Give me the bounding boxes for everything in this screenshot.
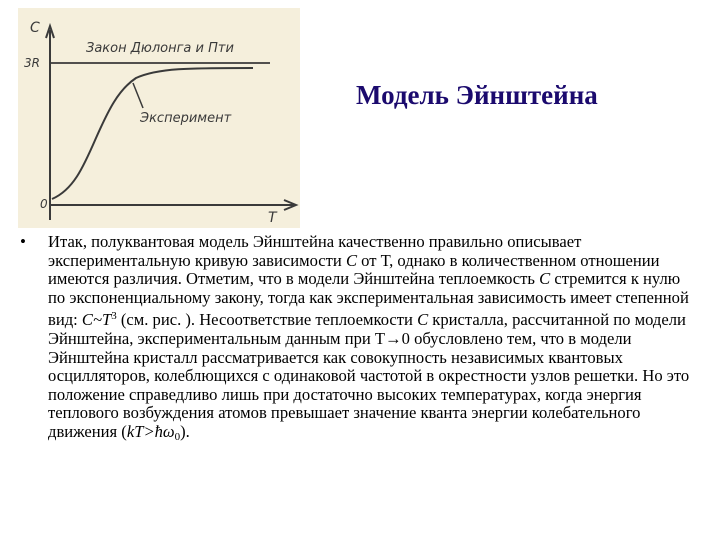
text-segment: от Т, однако в количественном отношении имеются различия. Отметим, что в модели Эйнштейна теплоемкость [48, 250, 660, 289]
bullet-paragraph [48, 233, 700, 447]
heat-capacity-graph [18, 8, 300, 228]
formula-subscript: 0 [174, 430, 181, 443]
x-axis-label: T [268, 210, 277, 226]
text-segment: Итак, полуквантовая модель Эйнштейна качественно правильно описывает экспериментальную кривую зависимости [48, 232, 582, 270]
experiment-pointer [133, 83, 143, 108]
experiment-curve [52, 68, 253, 199]
var-c: C [417, 310, 429, 330]
origin-label: 0 [40, 197, 48, 211]
slide-title: Модель Эйнштейна [356, 80, 598, 110]
formula-exponent: 3 [111, 310, 117, 323]
bullet-marker: • [20, 232, 26, 251]
var-c: C [345, 250, 358, 270]
text-segment: ). [180, 421, 190, 441]
text-segment: (см. рис. ). Несоответствие теплоемкости [116, 310, 418, 330]
formula-c-t: C~T [81, 310, 112, 330]
bullet-item [18, 233, 700, 447]
formula-kt: kT>ħω [126, 421, 175, 441]
var-c: C [539, 269, 551, 289]
text-segment: стремится к нулю по экспоненциальному закону, тогда как экспериментальная зависимость имеет степенной вид: [48, 269, 689, 330]
experiment-label: Эксперимент [140, 111, 232, 126]
text-segment: кристалла, рассчитанной по модели Эйнштейна, экспериментальным данным при T→0 обусловлено тем, что в модели Эйнштейна кристалл рассматривается как совокупность независимых квантовых осцилляторов, колеблющихся с одинаковой частотой в окрестности узлов решетки. Но это положение справедливо лишь при достаточно высоких температурах, когда энергия теплового возбуждения атомов превышает значение кванта энергии колебательного движения ( [48, 310, 690, 441]
y-axis-label: C [30, 20, 40, 36]
dulong-petit-label: Закон Дюлонга и Пти [86, 41, 234, 56]
y-tick-3r: 3R [24, 56, 40, 70]
heat-capacity-figure [18, 8, 300, 228]
